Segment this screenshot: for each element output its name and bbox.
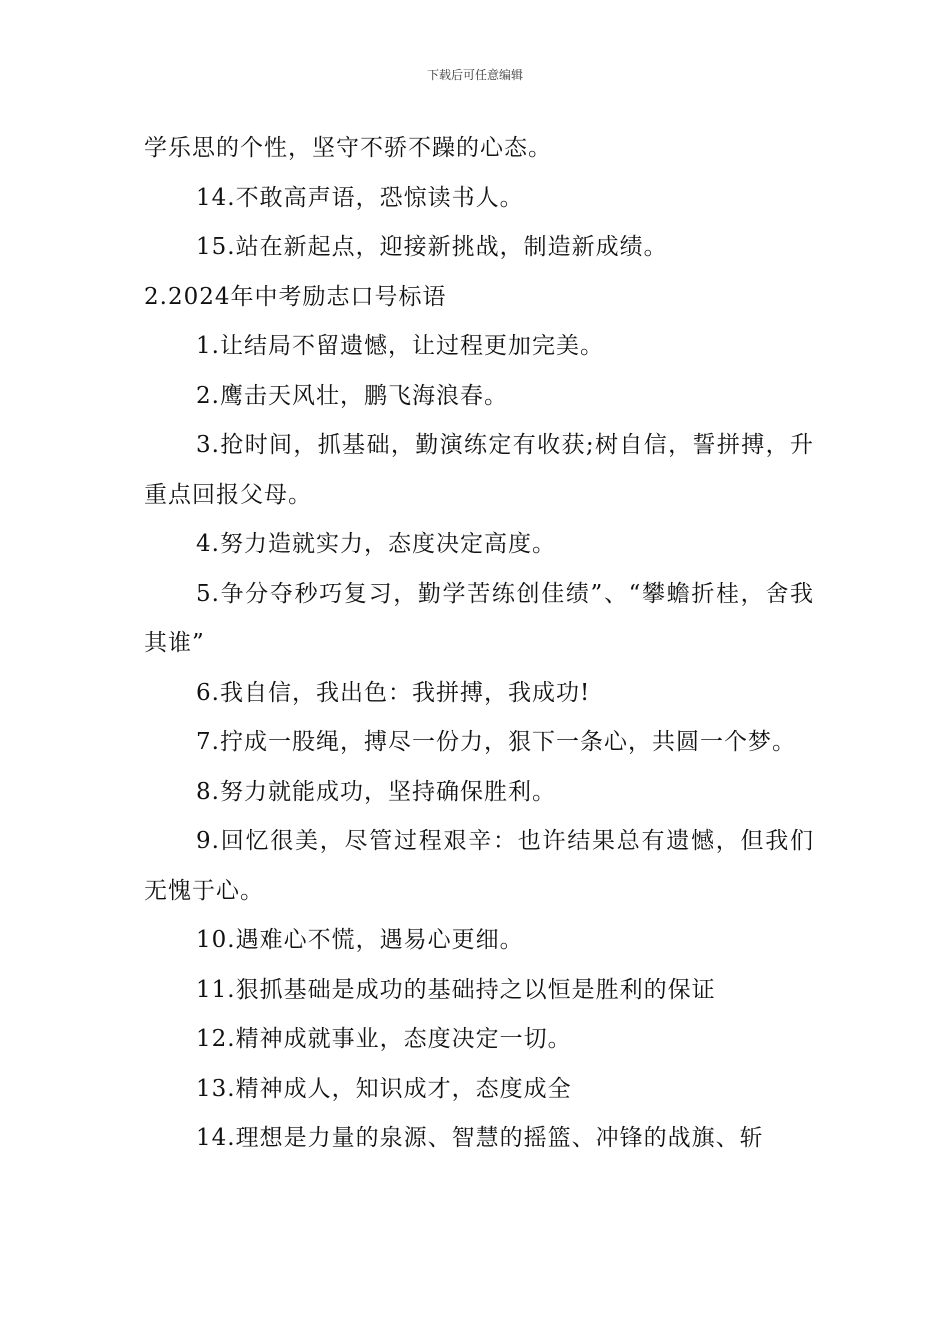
- paragraph-item: 12.精神成就事业，态度决定一切。: [196, 1026, 572, 1052]
- paragraph-item: 5.争分夺秒巧复习，勤学苦练创佳绩”、“攀蟾折桂，舍我其谁”: [144, 580, 814, 656]
- paragraph-item: 10.遇难心不慌，遇易心更细。: [196, 927, 524, 953]
- paragraph-item: 14.不敢高声语，恐惊读书人。: [196, 184, 524, 211]
- paragraph-item: 8.努力就能成功，坚持确保胜利。: [196, 778, 556, 805]
- section-heading: 2.2024年中考励志口号标语: [144, 283, 447, 310]
- paragraph-item: 14.理想是力量的泉源、智慧的摇篮、冲锋的战旗、斩: [196, 1125, 764, 1151]
- paragraph-item: 11.狠抓基础是成功的基础持之以恒是胜利的保证: [196, 976, 716, 1003]
- paragraph-item: 15.站在新起点，迎接新挑战，制造新成绩。: [196, 234, 668, 260]
- paragraph-item: 6.我自信，我出色：我拼搏，我成功!: [196, 679, 591, 706]
- paragraph-item: 9.回忆很美，尽管过程艰辛：也许结果总有遗憾，但我们无愧于心。: [144, 828, 814, 904]
- paragraph-item: 1.让结局不留遗憾，让过程更加完美。: [196, 333, 604, 359]
- paragraph-item: 4.努力造就实力，态度决定高度。: [196, 531, 556, 557]
- paragraph-item: 7.拧成一股绳，搏尽一份力，狠下一条心，共圆一个梦。: [196, 729, 796, 755]
- document-body: [144, 124, 814, 1164]
- paragraph-item: 2.鹰击天风壮，鹏飞海浪春。: [196, 382, 508, 409]
- page-header: 下载后可任意编辑: [426, 68, 523, 82]
- paragraph-item: 3.抢时间，抓基础，勤演练定有收获;树自信，誓拼搏，升重点回报父母。: [144, 432, 814, 508]
- paragraph-continuation: 学乐思的个性，坚守不骄不躁的心态。: [144, 135, 552, 161]
- paragraph-item: 13.精神成人，知识成才，态度成全: [196, 1075, 572, 1102]
